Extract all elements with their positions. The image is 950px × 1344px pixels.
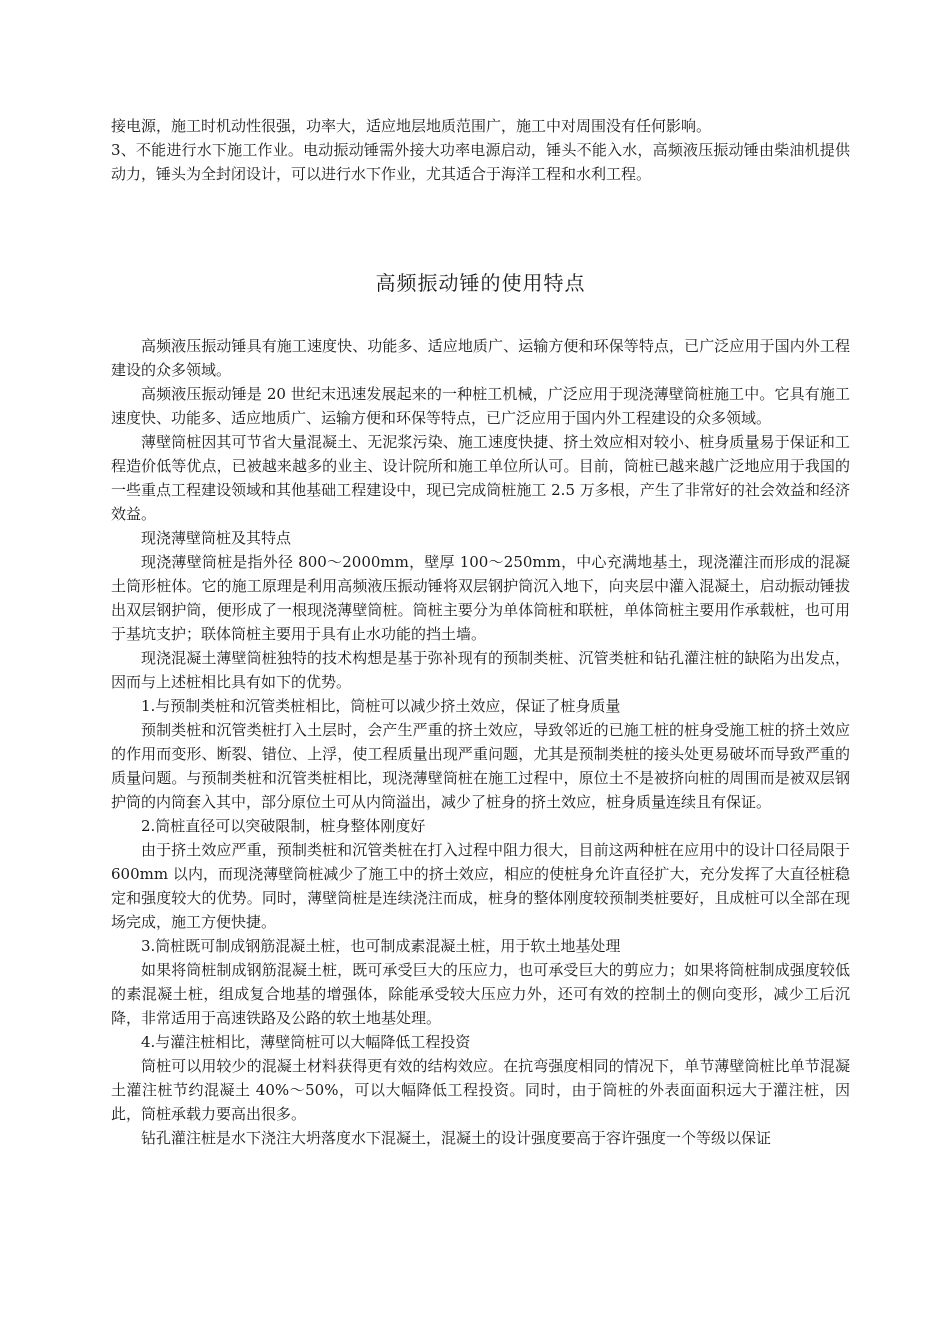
intro-paragraph: 3、不能进行水下施工作业。电动振动锤需外接大功率电源启动，锤头不能入水，高频液压振动锤由柴油机提供动力，锤头为全封闭设计，可以进行水下作业，尤其适合于海洋工程和水利工程。 (111, 141, 850, 183)
body-paragraph: 钻孔灌注桩是水下浇注大坍落度水下混凝土，混凝土的设计强度要高于容许强度一个等级以保证 (141, 1129, 772, 1147)
body-section (111, 334, 850, 1150)
body-paragraph: 高频液压振动锤是 20 世纪末迅速发展起来的一种桩工机械，广泛应用于现浇薄壁筒桩施工中。它具有施工速度快、功能多、适应地质广、运输方便和环保等特点，已广泛应用于国内外工程建设的众多领域。 (111, 385, 850, 427)
body-paragraph: 预制类桩和沉管类桩打入土层时，会产生严重的挤土效应，导致邻近的已施工桩的桩身受施工桩的挤土效应的作用而变形、断裂、错位、上浮，使工程质量出现严重问题，尤其是预制类桩的接头处更易破坏而导致严重的质量问题。与预制类桩和沉管类桩相比，现浇薄壁筒桩在施工过程中，原位土不是被挤向桩的周围而是被双层钢护筒的内筒套入其中，部分原位土可从内筒溢出，减少了桩身的挤土效应，桩身质量连续且有保证。 (111, 721, 850, 811)
intro-paragraph: 接电源，施工时机动性很强，功率大，适应地层地质范围广，施工中对周围没有任何影响。 (111, 117, 712, 135)
body-paragraph: 如果将筒桩制成钢筋混凝土桩，既可承受巨大的压应力，也可承受巨大的剪应力；如果将筒桩制成强度较低的素混凝土桩，组成复合地基的增强体，除能承受较大压应力外，还可有效的控制土的侧向变形，减少工后沉降，非常适用于高速铁路及公路的软土地基处理。 (111, 961, 850, 1027)
body-paragraph: 薄壁筒桩因其可节省大量混凝土、无泥浆污染、施工速度快捷、挤土效应相对较小、桩身质量易于保证和工程造价低等优点，已被越来越多的业主、设计院所和施工单位所认可。目前，筒桩已越来越广泛地应用于我国的一些重点工程建设领域和其他基础工程建设中，现已完成筒桩施工 2.5 万多根，产生了非常好的社会效益和经济效益。 (111, 433, 850, 523)
page-title: 高频振动锤的使用特点 (375, 271, 586, 295)
body-paragraph: 由于挤土效应严重，预制类桩和沉管类桩在打入过程中阻力很大，目前这两种桩在应用中的设计口径局限于 600mm 以内，而现浇薄壁筒桩减少了施工中的挤土效应，相应的使桩身允许直径扩大，充分发挥了大直径桩稳定和强度较大的优势。同时，薄壁筒桩是连续浇注而成，桩身的整体刚度较预制类桩要好，且成桩可以全部在现场完成，施工方便快捷。 (111, 841, 850, 931)
section-heading: 3.筒桩既可制成钢筋混凝土桩，也可制成素混凝土桩，用于软土地基处理 (141, 937, 621, 955)
section-heading: 1.与预制类桩和沉管类桩相比，筒桩可以减少挤土效应，保证了桩身质量 (141, 697, 621, 715)
body-paragraph: 现浇混凝土薄壁筒桩独特的技术构想是基于弥补现有的预制类桩、沉管类桩和钻孔灌注桩的缺陷为出发点，因而与上述桩相比具有如下的优势。 (111, 649, 850, 691)
body-paragraph: 现浇薄壁筒桩是指外径 800～2000mm，壁厚 100～250mm，中心充满地基土，现浇灌注而形成的混凝土筒形桩体。它的施工原理是利用高频液压振动锤将双层钢护筒沉入地下，向夹层中灌入混凝土，启动振动锤拔出双层钢护筒，便形成了一根现浇薄壁筒桩。筒桩主要分为单体筒桩和联桩，单体筒桩主要用作承载桩，也可用于基坑支护；联体筒桩主要用于具有止水功能的挡土墙。 (111, 553, 850, 643)
intro-section (111, 114, 850, 186)
body-paragraph: 筒桩可以用较少的混凝土材料获得更有效的结构效应。在抗弯强度相同的情况下，单节薄壁筒桩比单节混凝土灌注桩节约混凝土 40%～50%，可以大幅降低工程投资。同时，由于筒桩的外表面面积远大于灌注桩，因此，筒桩承载力要高出很多。 (111, 1057, 850, 1123)
section-heading: 现浇薄壁筒桩及其特点 (141, 529, 292, 547)
body-paragraph: 高频液压振动锤具有施工速度快、功能多、适应地质广、运输方便和环保等特点，已广泛应用于国内外工程建设的众多领域。 (111, 337, 850, 379)
section-heading: 4.与灌注桩相比，薄壁筒桩可以大幅降低工程投资 (141, 1033, 471, 1051)
section-heading: 2.筒桩直径可以突破限制，桩身整体刚度好 (141, 817, 426, 835)
